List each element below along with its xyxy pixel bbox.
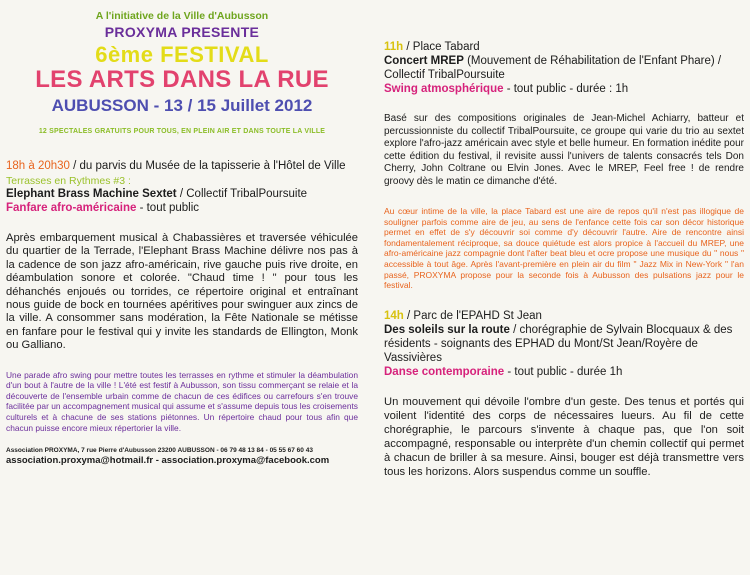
event-audience: - tout public [136, 202, 200, 214]
event2-title-rest: / chorégraphie de Sylvain Blocquaux & des résidents - soignants des EPHAD du Mont/St Jean/Royère de Vassivières [384, 323, 733, 364]
event-genre: Fanfare afro-américaine [6, 202, 137, 214]
event1-genre-line [384, 82, 744, 96]
event-time: 18h à 20h30 [6, 160, 70, 172]
terraces-label: Terrasses en Rythmes #3 : [6, 175, 131, 187]
event-title-line [6, 187, 358, 201]
event1-title-line [384, 54, 744, 82]
left-column [6, 6, 358, 571]
event1-schedule [384, 40, 744, 54]
event-schedule-left [6, 159, 358, 173]
event2-genre: Danse contemporaine [384, 365, 505, 378]
event2-place: / Parc de l'EPAHD St Jean [403, 309, 542, 322]
event1-description: Basé sur des compositions originales de Jean-Michel Achiarry, batteur et percussionniste du collectif TribalPoursuite, ce groupe qui varie du trio au sextet explore l'afro-jazz américain avec style et belle humeur. En formation inédite pour cette édition du festival, il revisite aussi l'univers de talents consacrés tels Don Cherry, John Coltrane ou Elvin Jones. Avec le MREP, Feel free ! de rendre groovy dès le matin ce dimanche d'été. [384, 113, 744, 187]
festival-title: LES ARTS DANS LA RUE [35, 66, 329, 93]
right-column [384, 40, 744, 570]
event-genre-line [6, 201, 358, 215]
event2-description: Un mouvement qui dévoile l'ombre d'un geste. Des tenus et portés qui voilent l'identité des corps de nécessaires lueurs. Au fil de cette chorégraphie, le parcours s'invente à chaque pas, que l'on soit accompagné, responsable ou interprète d'un chemin collectif qui permet à chacun de briller à sa mesure. Ainsi, bouger est déjà transmettre vers tous les horizons. Alors suspendus comme un souffle. [384, 395, 744, 478]
event-description: Après embarquement musical à Chabassières et traversée véhiculée du quartier de la Terrade, l'Elephant Brass Machine délivre nos pas à la cadence de son jazz afro-américain, rive gauche puis rive droite, en déambulation sonore et colorée. "Chaud time ! " pour tous les déhanchés enjoués ou torrides, ce répertoire original et entraînant nous guide de bock en tournées apéritives pour swinguer aux zincs de la ville. A consommer sans modération, la Fête Nationale se métisse en fanfare pour le festival qui y invite les standards de Ellington, Monk ou Galliano. [6, 232, 358, 352]
event2-details: - tout public - durée 1h [504, 365, 623, 378]
event1-title: Concert MREP [384, 55, 464, 67]
event1-details: - tout public - durée : 1h [503, 83, 629, 95]
event1-description-orange: Au cœur intime de la ville, la place Tabard est une aire de repos qu'il n'est pas illogique de souligner parfois comme aire de jeu, au sens de l'enfance cette fois car son décor historique permet en effet de s'y découvrir soi comme d'y découvrir l'autre. Aire de rencontre ainsi fondamentalement réciproque, sa douce quiétude est alors propice à l'accueil du MREP, une afro-américaine jazz compagnie dont l'after beat bleu et ocre propose une musique du " nous " accessible à tout âge. Après l'avant-première en plein air du film " Jazz Mix in New-York " l'an passé, PROXYMA propose pour la seconde fois à Aubusson des pulsations jazz pour le festival. [384, 206, 744, 291]
event1-time: 11h [384, 41, 404, 53]
event-place: / du parvis du Musée de la tapisserie à l'Hôtel de Ville [69, 160, 346, 172]
association-address: Association PROXYMA, 7 rue Pierre d'Aubusson 23200 AUBUSSON - 06 79 48 13 84 - 05 55 67 60 43 [6, 447, 313, 455]
initiative-line: A l'initiative de la Ville d'Aubusson [95, 10, 269, 22]
event2-schedule [384, 309, 744, 323]
event1-place: / Place Tabard [403, 41, 480, 53]
event1-title-rest: (Mouvement de Réhabilitation de l'Enfant Phare) / Collectif TribalPoursuite [384, 55, 722, 81]
presents-line: PROXYMA PRESENTE [104, 24, 260, 40]
event1-genre: Swing atmosphérique [384, 83, 504, 95]
event2-genre-line [384, 365, 744, 379]
festival-tagline: 12 SPECTALES GRATUITS POUR TOUS, EN PLEIN AIR ET DANS TOUTE LA VILLE [38, 128, 326, 135]
event-title: Elephant Brass Machine Sextet [6, 188, 177, 200]
festival-dates: AUBUSSON - 13 / 15 Juillet 2012 [51, 96, 313, 115]
event2-time: 14h [384, 309, 404, 322]
festival-header [6, 10, 358, 135]
event2-title: Des soleils sur la route [384, 323, 510, 336]
association-emails: association.proxyma@hotmail.fr - association.proxyma@facebook.com [6, 455, 330, 467]
festival-edition: 6ème FESTIVAL [95, 42, 269, 67]
event-company: / Collectif TribalPoursuite [176, 188, 308, 200]
event2-title-line [384, 323, 744, 365]
event-description-purple: Une parade afro swing pour mettre toutes les terrasses en rythme et stimuler la déambulation d'un bout à l'autre de la ville ! L'été est festif à Aubusson, son tissu commerçant se relaie et la découverte de l'ensemble urbain comme de chacun de ces édifices ou carrefours s'en trouve facilitée par un accompagnement musical qui assume et s'assume depuis tous les croisements culturels et à chacune de ses stations piétonnes. Un répertoire chaud pour tous afin que chacun puisse encore mieux répertorier la ville. [6, 369, 358, 433]
